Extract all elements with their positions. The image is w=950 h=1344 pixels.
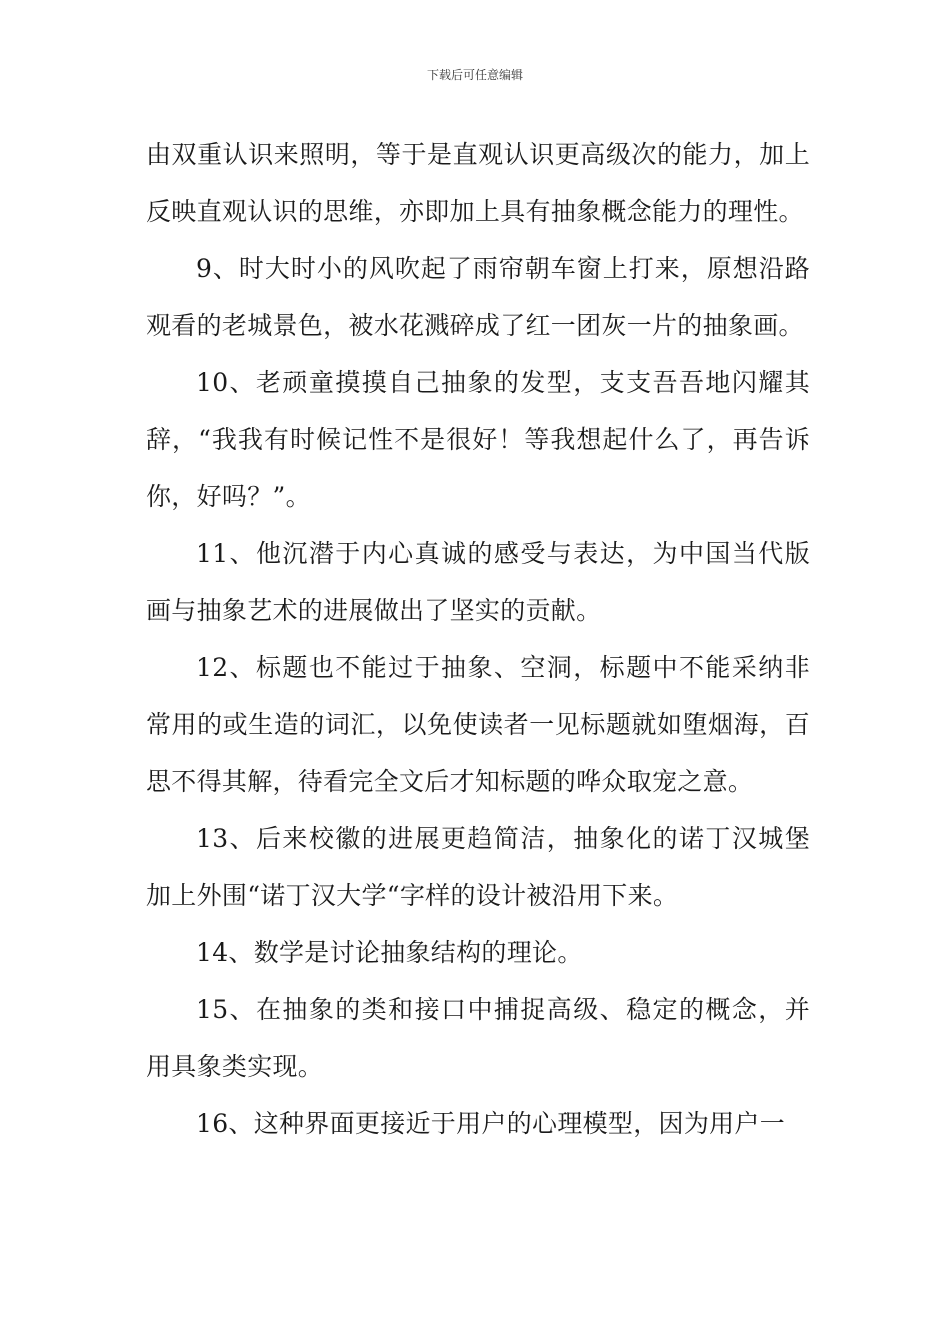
page-header: 下载后可任意编辑 <box>426 68 523 82</box>
paragraph: 12、标题也不能过于抽象、空洞，标题中不能采纳非常用的或生造的词汇，以免使读者一见标题就如堕烟海，百思不得其解，待看完全文后才知标题的哗众取宠之意。 <box>146 653 810 796</box>
paragraph: 15、在抽象的类和接口中捕捉高级、稳定的概念，并用具象类实现。 <box>146 995 810 1081</box>
paragraph: 由双重认识来照明，等于是直观认识更高级次的能力，加上反映直观认识的思维，亦即加上具有抽象概念能力的理性。 <box>146 140 810 226</box>
paragraph: 10、老顽童摸摸自己抽象的发型，支支吾吾地闪耀其辞，“我我有时候记性不是很好！等我想起什么了，再告诉你，好吗？”。 <box>146 368 810 511</box>
paragraph: 9、时大时小的风吹起了雨帘朝车窗上打来，原想沿路观看的老城景色，被水花溅碎成了红一团灰一片的抽象画。 <box>146 254 810 340</box>
paragraph: 14、数学是讨论抽象结构的理论。 <box>196 938 583 967</box>
paragraph: 11、他沉潜于内心真诚的感受与表达，为中国当代版画与抽象艺术的进展做出了坚实的贡献。 <box>146 539 810 625</box>
paragraph: 16、这种界面更接近于用户的心理模型，因为用户一 <box>196 1109 786 1138</box>
paragraph: 13、后来校徽的进展更趋简洁，抽象化的诺丁汉城堡加上外围“诺丁汉大学“字样的设计被沿用下来。 <box>146 824 810 910</box>
document-body <box>146 126 810 1152</box>
